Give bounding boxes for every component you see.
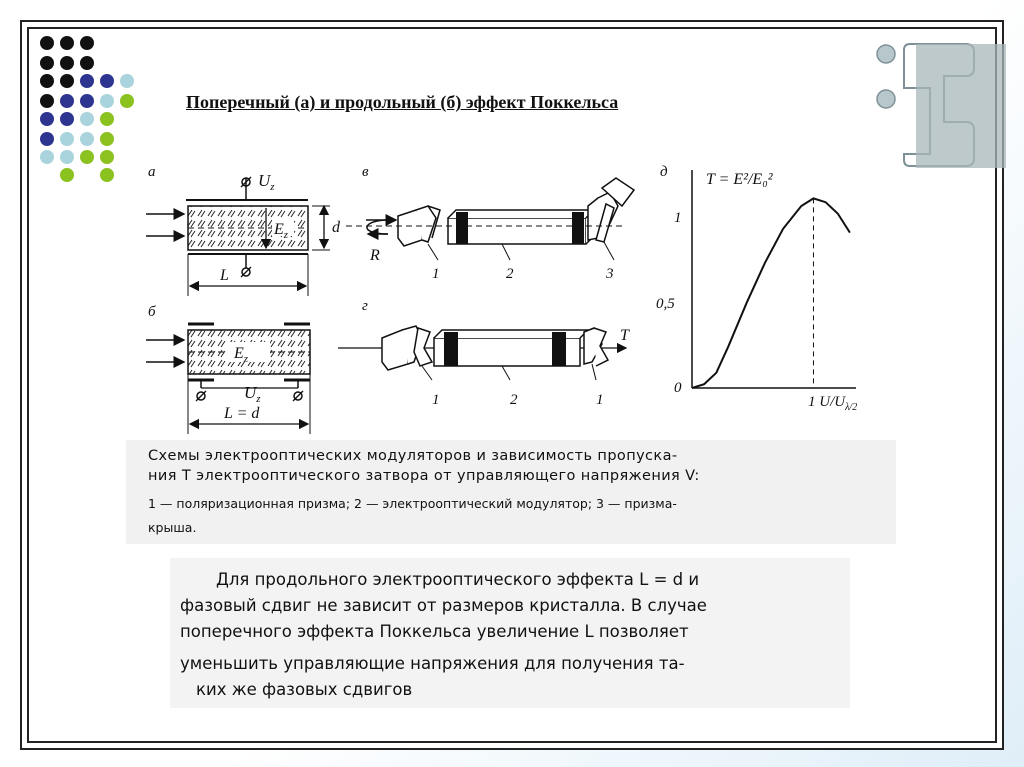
dot <box>60 56 74 70</box>
dot <box>100 132 114 146</box>
panel-a-label: а <box>148 164 156 180</box>
dot <box>60 168 74 182</box>
note-line: уменьшить управляющие напряжения для получения та- <box>180 654 685 673</box>
label-num-1-g2: 1 <box>596 392 604 408</box>
caption-line: Схемы электрооптических модуляторов и зависимость пропуска- <box>148 448 678 464</box>
label-uz-a: $U_z$ <box>258 171 275 193</box>
dot <box>40 112 54 126</box>
caption-line: 1 — поляризационная призма; 2 — электрооптический модулятор; 3 — призма- <box>148 496 677 511</box>
dot <box>40 150 54 164</box>
dot <box>100 94 114 108</box>
dot <box>120 74 134 88</box>
dot <box>100 112 114 126</box>
label-num-1-g: 1 <box>432 392 440 408</box>
panel-v-diagram <box>346 164 634 282</box>
panel-d-label: д <box>660 164 668 180</box>
dot <box>80 36 94 50</box>
y-tick-label-0: 0 <box>674 380 682 396</box>
label-num-2-g: 2 <box>510 392 518 408</box>
note-line: Для продольного электрооптического эффекта L = d и <box>216 570 700 589</box>
label-L: L <box>220 267 229 284</box>
page-title: Поперечный (а) и продольный (б) эффект Поккельса <box>186 92 619 112</box>
modulator-figure <box>126 148 896 436</box>
panel-b-label: б <box>148 304 156 320</box>
graph-formula: T = E²/E₀² <box>706 171 773 188</box>
series-line <box>692 198 850 388</box>
dot <box>100 168 114 182</box>
dot <box>80 150 94 164</box>
dot <box>40 94 54 108</box>
label-ez-a: $E_z$ <box>274 221 289 241</box>
label-num-2: 2 <box>506 266 514 282</box>
note-line: ких же фазовых сдвигов <box>196 680 413 699</box>
y-tick-label-05: 0,5 <box>656 296 675 312</box>
label-uz-b: $U_z$ <box>244 383 261 405</box>
label-d: d <box>332 219 340 236</box>
dot <box>120 94 134 108</box>
dot <box>60 36 74 50</box>
label-L-eq-d: L = d <box>224 405 260 422</box>
panel-g-label: г <box>362 298 368 314</box>
dot <box>100 74 114 88</box>
dot <box>80 132 94 146</box>
label-ez-b: $E_z$ <box>234 345 249 365</box>
dot <box>80 74 94 88</box>
label-num-3: 3 <box>606 266 614 282</box>
dot <box>60 150 74 164</box>
label-num-1: 1 <box>432 266 440 282</box>
note-line: фазовый сдвиг не зависит от размеров кристалла. В случае <box>180 596 707 615</box>
x-axis-label: 1 $U/U_{\lambda/2}$ <box>808 394 858 413</box>
dot <box>60 94 74 108</box>
panel-g-diagram <box>338 298 630 408</box>
label-T: T <box>620 327 629 344</box>
transmission-graph <box>656 164 857 413</box>
dot <box>60 132 74 146</box>
dot <box>60 74 74 88</box>
label-R: R <box>370 247 380 264</box>
dot <box>80 56 94 70</box>
note-line: поперечного эффекта Поккельса увеличение L позволяет <box>180 622 689 641</box>
explanation-text <box>170 558 850 708</box>
dot <box>40 56 54 70</box>
y-tick-label-1: 1 <box>674 210 682 226</box>
dot <box>40 36 54 50</box>
dot <box>100 150 114 164</box>
dot <box>40 74 54 88</box>
dot <box>60 112 74 126</box>
panel-v-label: в <box>362 164 369 180</box>
caption-line: ния T электрооптического затвора от управляющего напряжения V: <box>148 468 700 484</box>
dot <box>80 94 94 108</box>
dot <box>80 112 94 126</box>
panel-a-diagram <box>146 164 341 296</box>
figure-caption <box>126 440 896 544</box>
dot <box>40 132 54 146</box>
caption-line: крыша. <box>148 520 197 535</box>
panel-b-diagram <box>146 304 310 434</box>
